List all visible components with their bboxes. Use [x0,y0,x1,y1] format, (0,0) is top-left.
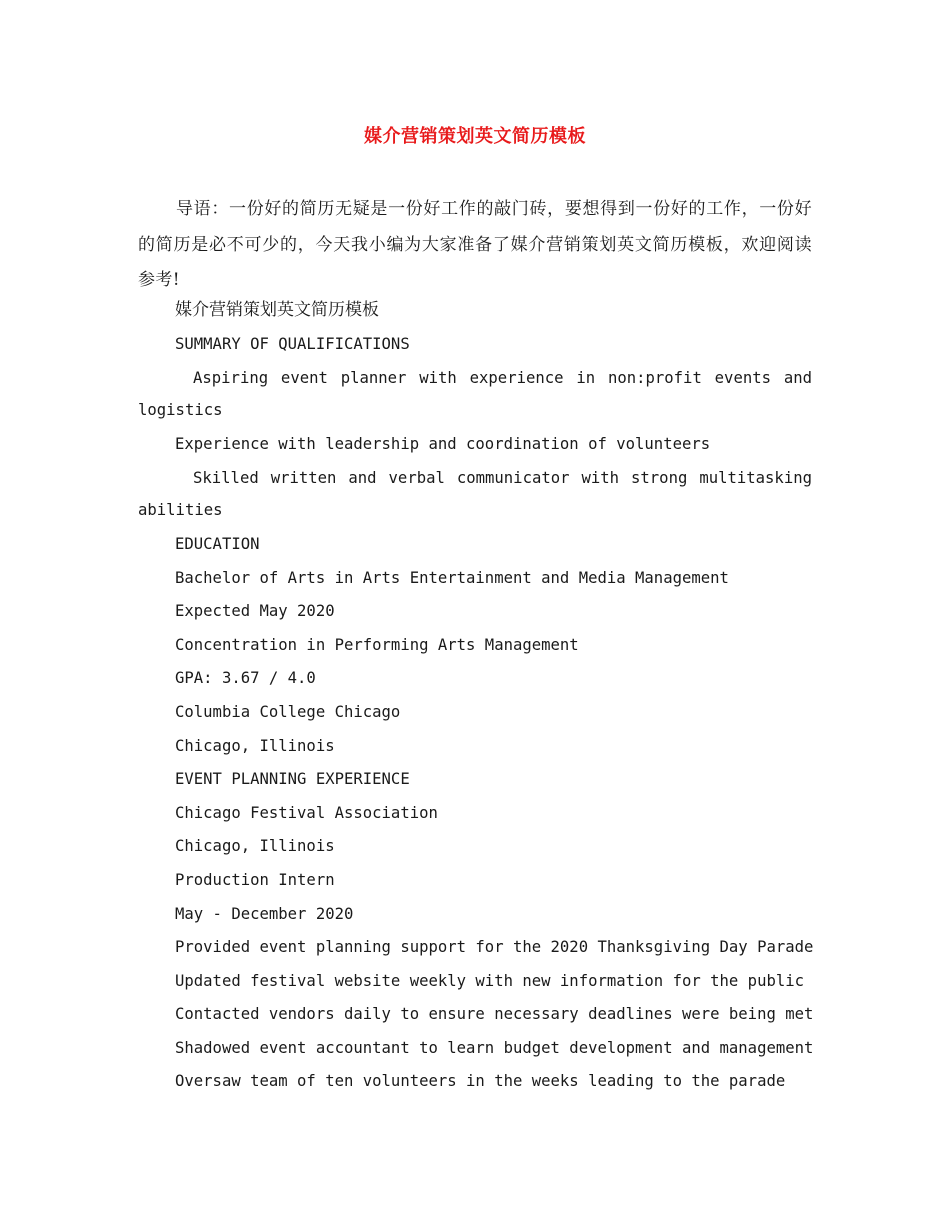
duty-item: Oversaw team of ten volunteers in the weeks leading to the parade [175,1072,786,1091]
summary-item [138,460,812,496]
summary-item-line: logistics [138,401,223,420]
concentration: Concentration in Performing Arts Management [175,635,579,654]
gpa: GPA: 3.67 / 4.0 [175,669,316,688]
education-heading: EDUCATION [175,534,260,553]
college-location: Chicago, Illinois [175,736,335,755]
document-title: 媒介营销策划英文简历模板 [364,126,586,147]
position: Production Intern [175,870,335,889]
summary-item: Experience with leadership and coordination of volunteers [175,434,711,453]
summary-item-line: Skilled written and verbal communicator with strong multitasking [193,469,812,488]
employer-location: Chicago, Illinois [175,837,335,856]
experience-heading: EVENT PLANNING EXPERIENCE [175,770,410,789]
dates: May - December 2020 [175,904,354,923]
summary-item [138,360,812,396]
duty-item: Shadowed event accountant to learn budget development and management [175,1038,814,1057]
duty-item: Provided event planning support for the 2020 Thanksgiving Day Parade [175,938,814,957]
degree: Bachelor of Arts in Arts Entertainment and Media Management [175,568,729,587]
duty-item: Contacted vendors daily to ensure necessary deadlines were being met [175,1005,814,1024]
intro-paragraph: 导语：一份好的简历无疑是一份好工作的敲门砖，要想得到一份好的工作，一份好的简历是必不可少的，今天我小编为大家准备了媒介营销策划英文简历模板，欢迎阅读参考! [138,199,812,290]
employer: Chicago Festival Association [175,803,438,822]
college: Columbia College Chicago [175,702,401,721]
summary-heading: SUMMARY OF QUALIFICATIONS [175,334,410,353]
summary-item-line: abilities [138,501,223,520]
summary-item-line: Aspiring event planner with experience in non:profit events and [193,369,812,388]
resume-heading: 媒介营销策划英文简历模板 [175,300,379,320]
resume-body [138,294,812,1099]
duty-item: Updated festival website weekly with new information for the public [175,971,805,990]
expected-date: Expected May 2020 [175,602,335,621]
